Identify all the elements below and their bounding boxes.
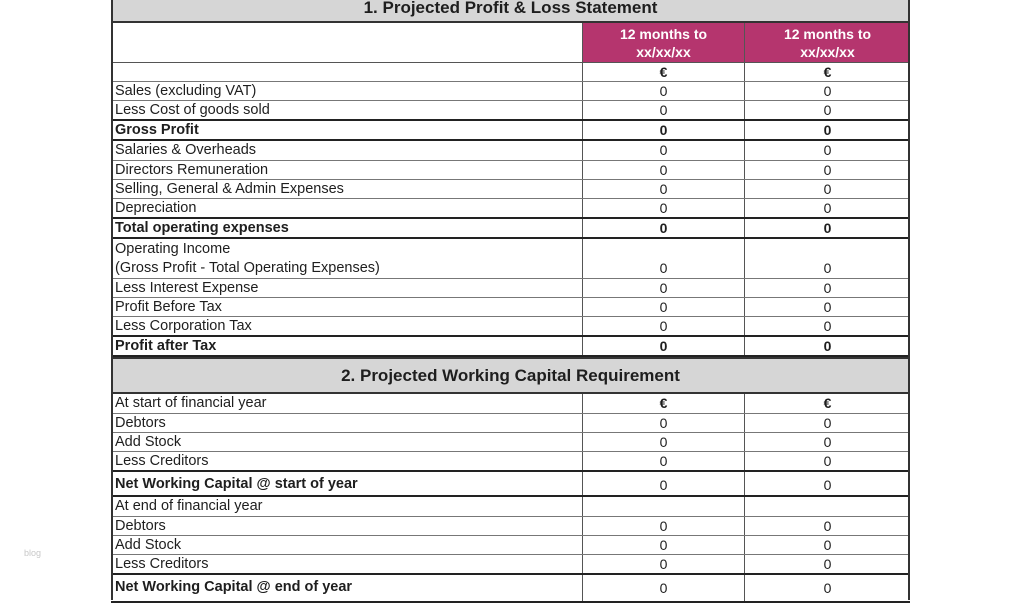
row-label bbox=[111, 239, 582, 278]
row-value-1: 0 bbox=[582, 161, 744, 179]
row-value-1: 0 bbox=[582, 239, 744, 278]
currency-row bbox=[111, 63, 910, 82]
table-row bbox=[111, 100, 910, 120]
column-header-1-line1: 12 months to bbox=[619, 26, 708, 42]
row-value-2: 0 bbox=[744, 452, 910, 471]
row-value-2: € bbox=[744, 394, 910, 413]
row-value-1: 0 bbox=[582, 82, 744, 100]
table-row-total bbox=[111, 470, 910, 497]
watermark-text: blog bbox=[24, 548, 42, 558]
row-label: Debtors bbox=[115, 518, 166, 534]
row-value-2: 0 bbox=[744, 279, 910, 297]
row-label: Add Stock bbox=[115, 537, 182, 553]
row-value-1: 0 bbox=[582, 180, 744, 198]
table-row bbox=[111, 535, 910, 554]
row-label-line1: Operating Income bbox=[115, 241, 231, 257]
row-value-2 bbox=[744, 497, 910, 516]
row-label: Less Cost of goods sold bbox=[115, 102, 270, 118]
row-value-2: 0 bbox=[744, 317, 910, 336]
column-header-1-line2: xx/xx/xx bbox=[636, 44, 691, 60]
row-label: Directors Remuneration bbox=[115, 162, 269, 178]
row-value-2: 0 bbox=[744, 82, 910, 100]
table-row-total bbox=[111, 217, 910, 239]
table-row bbox=[111, 394, 910, 413]
table-row bbox=[111, 160, 910, 179]
row-label: At start of financial year bbox=[115, 395, 267, 411]
table-row bbox=[111, 179, 910, 198]
row-value-1: 0 bbox=[582, 317, 744, 336]
table-row bbox=[111, 239, 910, 278]
row-value-2: 0 bbox=[744, 239, 910, 278]
row-label: Net Working Capital @ start of year bbox=[115, 476, 358, 492]
row-value-2: 0 bbox=[744, 517, 910, 535]
row-label: Less Corporation Tax bbox=[115, 318, 252, 334]
row-value-1: 0 bbox=[582, 101, 744, 120]
row-label: At end of financial year bbox=[115, 498, 263, 514]
currency-cell-2: € bbox=[744, 63, 910, 82]
row-value-1: € bbox=[582, 394, 744, 413]
row-value-2: 0 bbox=[744, 337, 910, 355]
table-row bbox=[111, 554, 910, 574]
row-label: Add Stock bbox=[115, 434, 182, 450]
row-value-1: 0 bbox=[582, 279, 744, 297]
row-value-2: 0 bbox=[744, 433, 910, 451]
row-value-2: 0 bbox=[744, 472, 910, 495]
row-label: Less Creditors bbox=[115, 556, 209, 572]
row-value-1: 0 bbox=[582, 121, 744, 139]
row-value-2: 0 bbox=[744, 298, 910, 316]
section2-title: 2. Projected Working Capital Requirement bbox=[111, 357, 910, 394]
table-row-total bbox=[111, 335, 910, 357]
column-header-row bbox=[111, 23, 910, 63]
table-row bbox=[111, 198, 910, 218]
spreadsheet bbox=[111, 0, 910, 600]
column-header-1 bbox=[582, 23, 744, 62]
table-row bbox=[111, 451, 910, 471]
table-row bbox=[111, 497, 910, 516]
row-value-1: 0 bbox=[582, 452, 744, 471]
row-label: Total operating expenses bbox=[115, 220, 289, 236]
row-value-2: 0 bbox=[744, 199, 910, 218]
row-value-1: 0 bbox=[582, 337, 744, 355]
row-value-1: 0 bbox=[582, 555, 744, 574]
table-row bbox=[111, 278, 910, 297]
row-value-1: 0 bbox=[582, 414, 744, 432]
row-label-line2: (Gross Profit - Total Operating Expenses) bbox=[115, 260, 380, 276]
row-value-1 bbox=[582, 497, 744, 516]
row-value-2: 0 bbox=[744, 121, 910, 139]
table-row-total bbox=[111, 573, 910, 603]
row-value-2: 0 bbox=[744, 101, 910, 120]
row-value-1: 0 bbox=[582, 219, 744, 237]
row-value-1: 0 bbox=[582, 536, 744, 554]
column-header-2-line1: 12 months to bbox=[783, 26, 872, 42]
table-row bbox=[111, 413, 910, 432]
table-row bbox=[111, 297, 910, 316]
table-row bbox=[111, 516, 910, 535]
table-row bbox=[111, 81, 910, 100]
column-header-2-line2: xx/xx/xx bbox=[800, 44, 855, 60]
column-header-2 bbox=[744, 23, 910, 62]
section1-title: 1. Projected Profit & Loss Statement bbox=[111, 0, 910, 23]
table-row bbox=[111, 141, 910, 160]
row-label: Less Interest Expense bbox=[115, 280, 259, 296]
row-label: Less Creditors bbox=[115, 453, 209, 469]
row-label: Profit after Tax bbox=[115, 338, 217, 354]
row-value-2: 0 bbox=[744, 141, 910, 160]
row-label: Salaries & Overheads bbox=[115, 142, 257, 158]
table-row bbox=[111, 432, 910, 451]
row-value-1: 0 bbox=[582, 575, 744, 601]
row-value-1: 0 bbox=[582, 517, 744, 535]
table-row bbox=[111, 316, 910, 336]
row-value-2: 0 bbox=[744, 180, 910, 198]
row-value-2: 0 bbox=[744, 575, 910, 601]
row-label: Depreciation bbox=[115, 200, 197, 216]
row-value-2: 0 bbox=[744, 536, 910, 554]
row-label: Debtors bbox=[115, 415, 166, 431]
row-label: Gross Profit bbox=[115, 122, 199, 138]
row-value-2: 0 bbox=[744, 161, 910, 179]
row-value-1: 0 bbox=[582, 141, 744, 160]
row-value-1: 0 bbox=[582, 433, 744, 451]
table-row-total bbox=[111, 119, 910, 141]
row-value-1: 0 bbox=[582, 472, 744, 495]
row-label: Selling, General & Admin Expenses bbox=[115, 181, 344, 197]
row-value-2: 0 bbox=[744, 555, 910, 574]
row-label: Net Working Capital @ end of year bbox=[115, 579, 353, 595]
row-label: Sales (excluding VAT) bbox=[115, 83, 257, 99]
row-value-1: 0 bbox=[582, 199, 744, 218]
row-value-1: 0 bbox=[582, 298, 744, 316]
row-label: Profit Before Tax bbox=[115, 299, 222, 315]
currency-cell-1: € bbox=[582, 63, 744, 82]
row-value-2: 0 bbox=[744, 414, 910, 432]
row-value-2: 0 bbox=[744, 219, 910, 237]
